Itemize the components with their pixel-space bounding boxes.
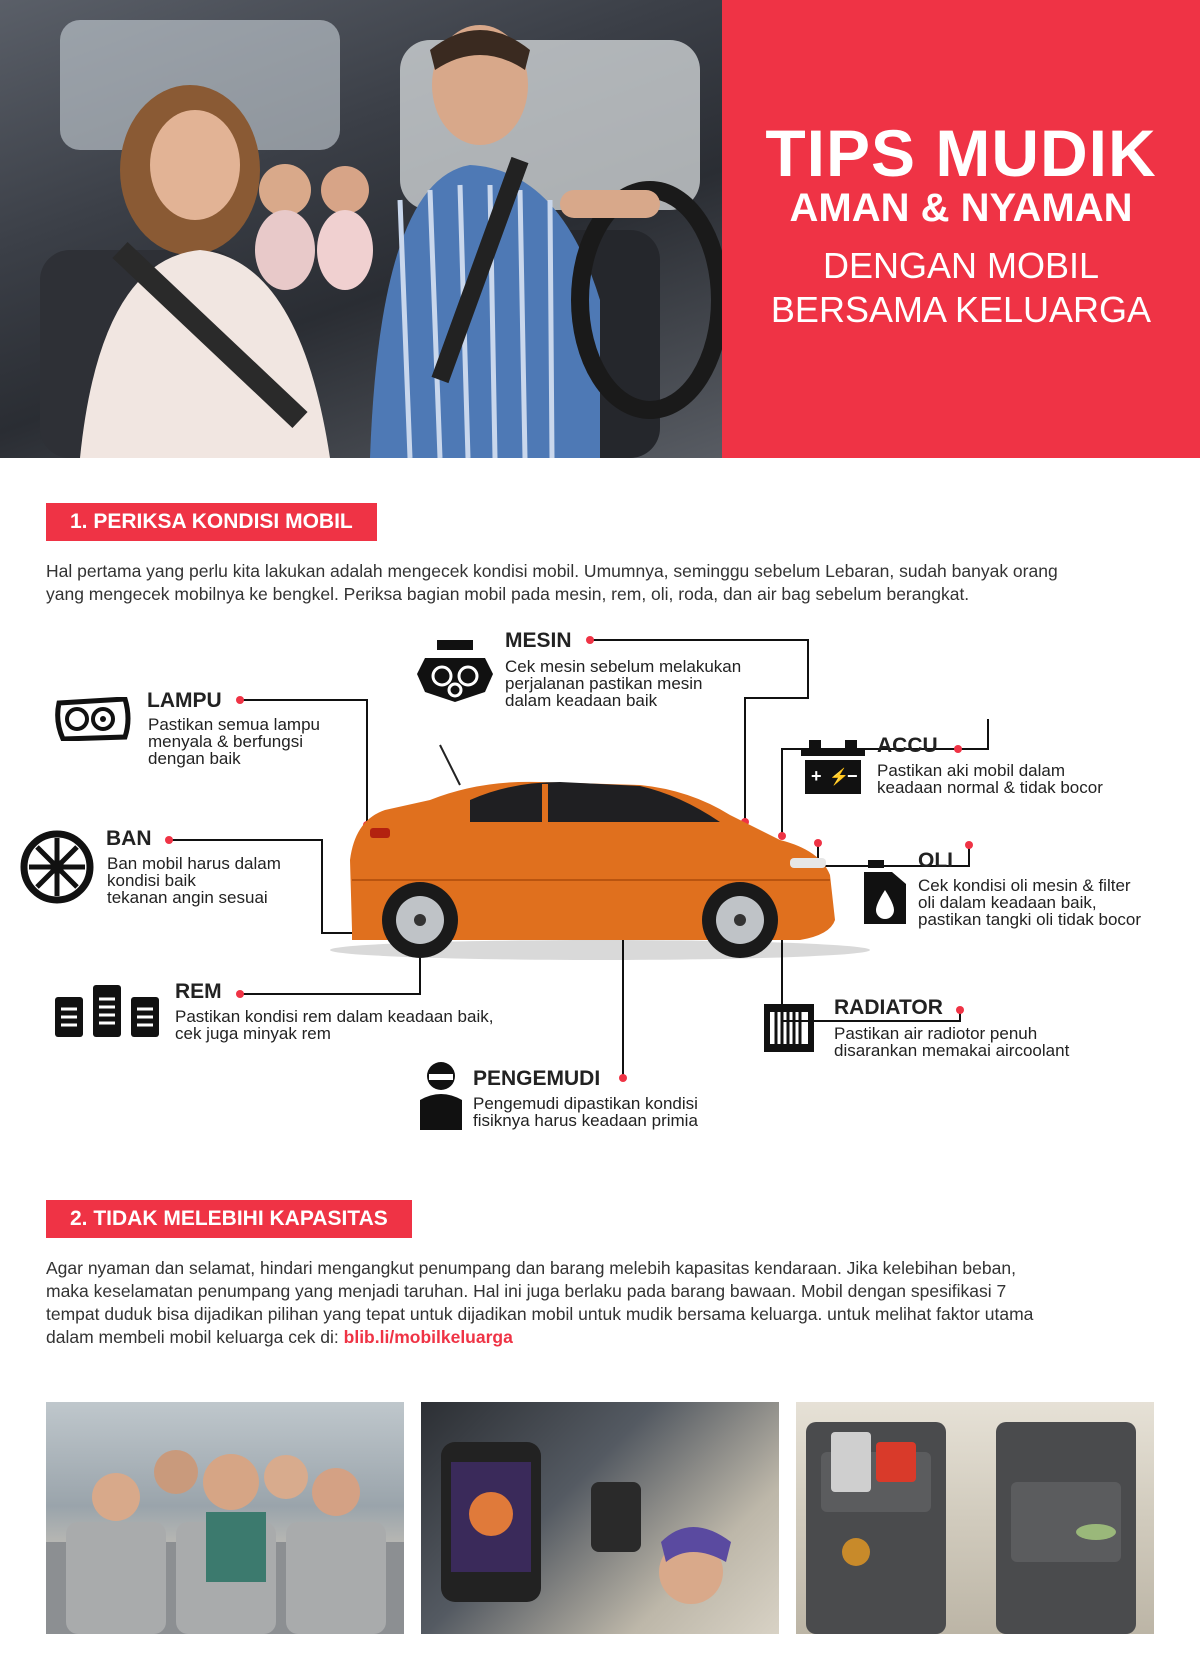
mesin-description-line: perjalanan pastikan mesin bbox=[505, 674, 703, 693]
section-1-paragraph-line: yang mengecek mobilnya ke bengkel. Periksa bagian mobil pada mesin, rem, oli, roda, dan air bag sebelum berangkat. bbox=[46, 584, 970, 604]
radiator-description bbox=[834, 1025, 1069, 1059]
seat-organizer-illustration bbox=[796, 1402, 1154, 1634]
tablet-headrest-illustration bbox=[421, 1402, 779, 1634]
oli-description-line: oli dalam keadaan baik, bbox=[918, 893, 1097, 912]
accu-description bbox=[877, 762, 1103, 796]
brake-pads-icon bbox=[55, 985, 161, 1037]
battery-icon bbox=[801, 740, 865, 794]
headlight-icon bbox=[55, 697, 131, 741]
section-2-paragraph-line: maka keselamatan penumpang yang menjadi taruhan. Hal ini juga berlaku pada barang bawaan. Mobil dengan spesifikasi 7 bbox=[46, 1281, 1007, 1301]
mobil-keluarga-link[interactable]: blib.li/mobilkeluarga bbox=[343, 1327, 513, 1347]
mesin-label: MESIN bbox=[505, 629, 572, 652]
pengemudi-description-line: Pengemudi dipastikan kondisi bbox=[473, 1094, 698, 1113]
accu-label: ACCU bbox=[877, 734, 938, 757]
rem-description-line: Pastikan kondisi rem dalam keadaan baik, bbox=[175, 1007, 494, 1026]
photo-family-back-seat bbox=[46, 1402, 404, 1634]
radiator-description-line: disarankan memakai aircoolant bbox=[834, 1041, 1070, 1060]
radiator-description-line: Pastikan air radiotor penuh bbox=[834, 1024, 1038, 1043]
engine-icon bbox=[415, 640, 495, 702]
ban-description-line: kondisi baik bbox=[107, 871, 196, 890]
rem-description-line: cek juga minyak rem bbox=[175, 1024, 331, 1043]
section-2-paragraph-line: tempat duduk bisa dijadikan pilihan yang tepat untuk dijadikan mobil untuk mudik bersama keluarga. untuk melihat faktor utama bbox=[46, 1304, 1034, 1324]
ban-description-line: Ban mobil harus dalam bbox=[107, 854, 281, 873]
family-back-seat-illustration bbox=[46, 1402, 404, 1634]
lampu-label: LAMPU bbox=[147, 689, 222, 712]
section-1-paragraph bbox=[46, 560, 1166, 606]
svg-text:−: − bbox=[847, 766, 858, 786]
family-in-car-illustration bbox=[0, 0, 722, 458]
orange-car bbox=[330, 745, 870, 960]
wheel-icon bbox=[20, 830, 94, 904]
hero-photo bbox=[0, 0, 722, 458]
radiator-icon bbox=[762, 1000, 816, 1054]
ban-description bbox=[107, 855, 281, 906]
photo-seat-organizer bbox=[796, 1402, 1154, 1634]
section-2-paragraph-line bbox=[46, 1326, 1166, 1349]
pengemudi-label: PENGEMUDI bbox=[473, 1067, 601, 1090]
rem-description bbox=[175, 1008, 493, 1042]
oli-label: OLI bbox=[918, 849, 953, 872]
section-2-heading: 2. TIDAK MELEBIHI KAPASITAS bbox=[46, 1200, 412, 1238]
mesin-description-line: Cek mesin sebelum melakukan bbox=[505, 657, 742, 676]
ban-label: BAN bbox=[106, 827, 152, 850]
photo-tablet-headrest bbox=[421, 1402, 779, 1634]
section-2-paragraph-line: Agar nyaman dan selamat, hindari mengangkut penumpang dan barang melebih kapasitas kendaraan. Jika kelebihan beban, bbox=[46, 1258, 1016, 1278]
section-1-heading: 1. PERIKSA KONDISI MOBIL bbox=[46, 503, 377, 541]
driver-icon bbox=[420, 1060, 462, 1130]
lampu-description-line: menyala & berfungsi bbox=[148, 732, 303, 751]
mesin-description bbox=[505, 658, 741, 709]
oli-description-line: pastikan tangki oli tidak bocor bbox=[918, 910, 1142, 929]
radiator-label: RADIATOR bbox=[834, 996, 943, 1019]
rem-label: REM bbox=[175, 980, 222, 1003]
ban-description-line: tekanan angin sesuai bbox=[107, 888, 268, 907]
accu-description-line: keadaan normal & tidak bocor bbox=[877, 778, 1103, 797]
hero-title: TIPS MUDIK bbox=[765, 116, 1157, 190]
svg-text:⚡: ⚡ bbox=[829, 769, 849, 786]
svg-text:+: + bbox=[811, 766, 822, 786]
oil-can-icon bbox=[862, 860, 908, 924]
pengemudi-description bbox=[473, 1095, 698, 1129]
section-2-paragraph bbox=[46, 1257, 1166, 1349]
lampu-description bbox=[148, 716, 320, 767]
oli-description bbox=[918, 877, 1141, 928]
section-1-paragraph-line: Hal pertama yang perlu kita lakukan adalah mengecek kondisi mobil. Umumnya, seminggu sebelum Lebaran, sudah banyak orang bbox=[46, 561, 1058, 581]
pengemudi-description-line: fisiknya harus keadaan primia bbox=[473, 1111, 698, 1130]
hero-subtitle-line2: BERSAMA KELUARGA bbox=[770, 289, 1152, 330]
section-2-paragraph-prefix: dalam membeli mobil keluarga cek di: bbox=[46, 1327, 344, 1347]
lampu-description-line: dengan baik bbox=[148, 749, 241, 768]
lampu-description-line: Pastikan semua lampu bbox=[148, 715, 320, 734]
mesin-description-line: dalam keadaan baik bbox=[505, 691, 658, 710]
hero-subtitle: DENGAN MOBIL bbox=[822, 245, 1100, 286]
accu-description-line: Pastikan aki mobil dalam bbox=[877, 761, 1066, 780]
oli-description-line: Cek kondisi oli mesin & filter bbox=[918, 876, 1131, 895]
hero-title-line2: AMAN & NYAMAN bbox=[789, 186, 1133, 230]
